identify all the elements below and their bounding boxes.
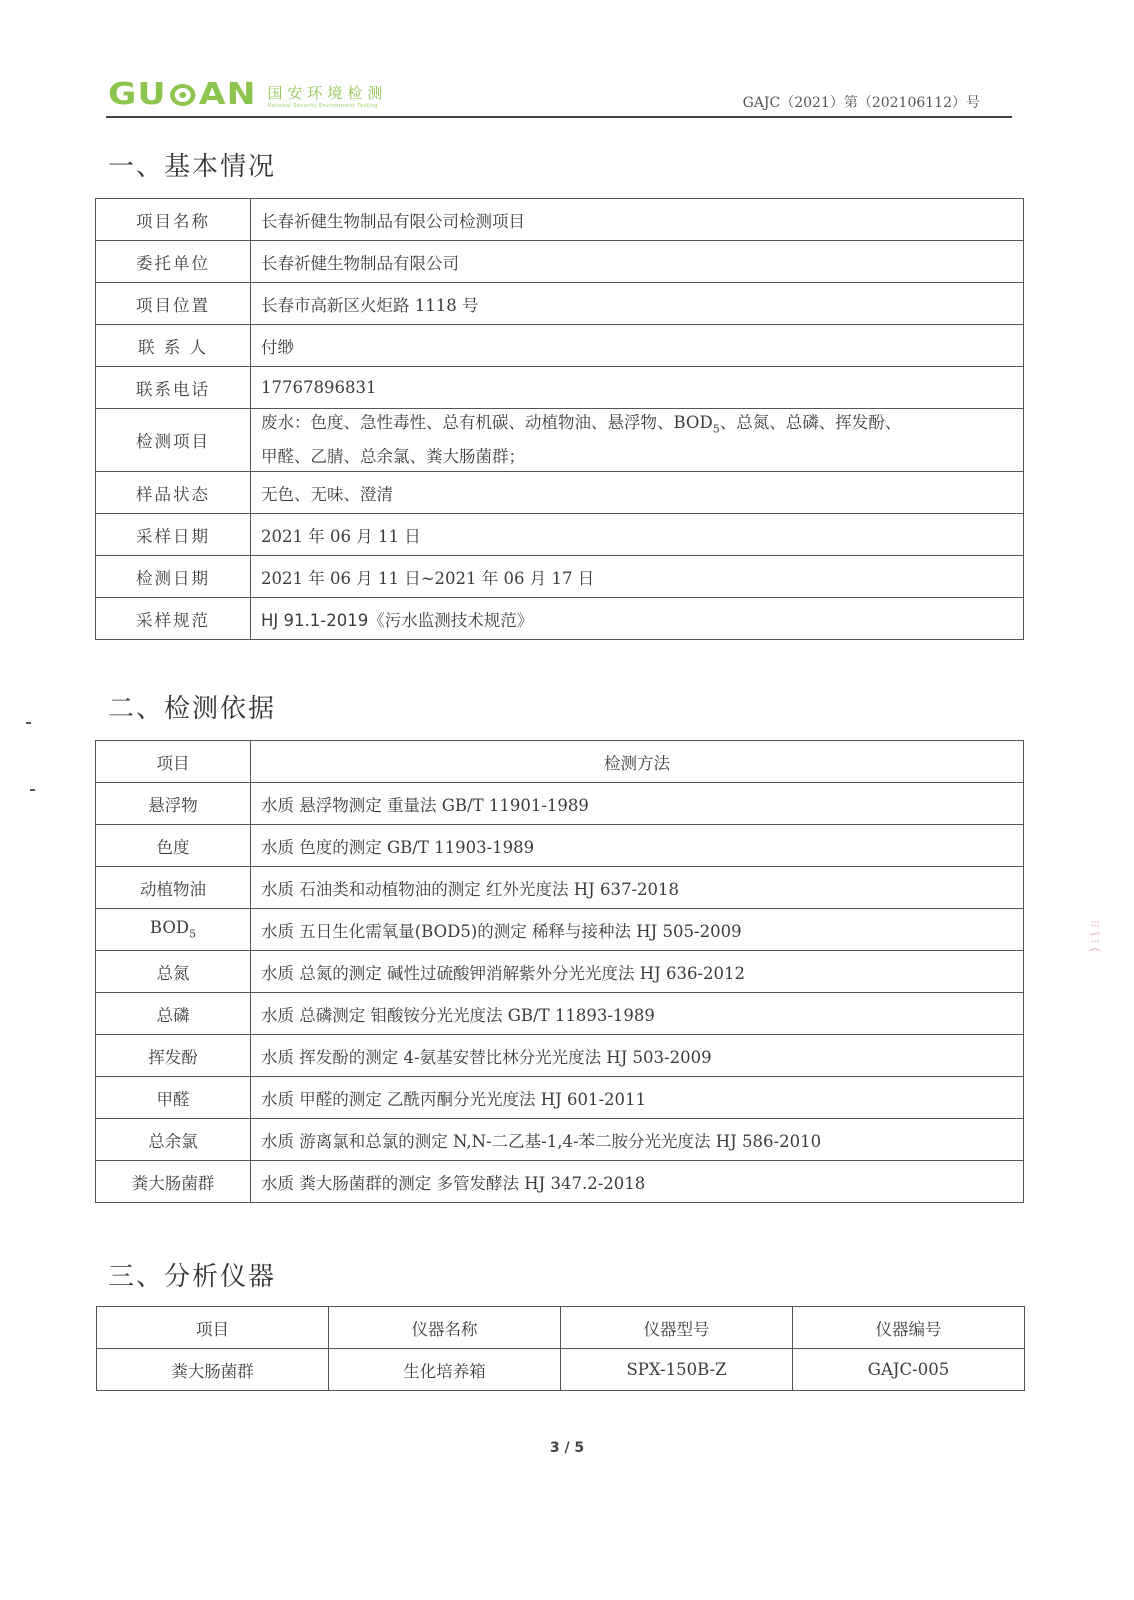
column-header-item: 项目 <box>96 741 251 783</box>
method-cell: 水质 挥发酚的测定 4-氨基安替比林分光光度法 HJ 503-2009 <box>251 1035 1024 1077</box>
page-number: 3 / 5 <box>549 1440 585 1456</box>
table-row <box>96 241 1024 283</box>
row-label: 联系电话 <box>96 367 251 409</box>
table-row <box>96 472 1024 514</box>
column-header-method: 检测方法 <box>251 741 1024 783</box>
row-label: 委托单位 <box>96 241 251 283</box>
method-cell: 水质 甲醛的测定 乙酰丙酮分光光度法 HJ 601-2011 <box>251 1077 1024 1119</box>
instrument-model-cell: SPX-150B-Z <box>561 1349 793 1391</box>
row-value: HJ 91.1-2019《污水监测技术规范》 <box>251 598 1024 640</box>
item-cell: 总余氯 <box>96 1119 251 1161</box>
row-label: 检测项目 <box>96 409 251 472</box>
row-label: 采样日期 <box>96 514 251 556</box>
column-header-item: 项目 <box>97 1307 329 1349</box>
logo-english-name: National Security Environment Testing <box>267 103 378 109</box>
row-value: 长春祈健生物制品有限公司检测项目 <box>251 199 1024 241</box>
item-cell: 悬浮物 <box>96 783 251 825</box>
item-cell: 总氮 <box>96 951 251 993</box>
table-header-row <box>97 1307 1025 1349</box>
column-header-instrument-name: 仪器名称 <box>329 1307 561 1349</box>
logo-mark: GU AN <box>108 77 257 112</box>
table-row <box>96 783 1024 825</box>
table-row <box>96 867 1024 909</box>
method-cell: 水质 色度的测定 GB/T 11903-1989 <box>251 825 1024 867</box>
method-cell: 水质 游离氯和总氯的测定 N,N-二乙基-1,4-苯二胺分光光度法 HJ 586-2010 <box>251 1119 1024 1161</box>
table-row <box>96 283 1024 325</box>
report-number: GAJC（2021）第（202106112）号 <box>742 95 980 111</box>
test-method-table <box>95 740 1024 1203</box>
section-title-test-basis: 二、检测依据 <box>108 694 277 724</box>
table-row <box>96 367 1024 409</box>
table-row <box>97 1349 1025 1391</box>
item-cell: 色度 <box>96 825 251 867</box>
table-row <box>96 951 1024 993</box>
table-row <box>96 909 1024 951</box>
item-cell: 粪大肠菌群 <box>96 1161 251 1203</box>
method-cell: 水质 五日生化需氧量(BOD5)的测定 稀释与接种法 HJ 505-2009 <box>251 909 1024 951</box>
scan-mark <box>30 789 35 791</box>
row-value: 2021 年 06 月 11 日~2021 年 06 月 17 日 <box>251 556 1024 598</box>
item-cell: 动植物油 <box>96 867 251 909</box>
row-value: 长春祈健生物制品有限公司 <box>251 241 1024 283</box>
table-header-row <box>96 741 1024 783</box>
table-row <box>96 199 1024 241</box>
section-title-basic-info: 一、基本情况 <box>108 152 277 182</box>
page-header <box>106 78 1012 118</box>
method-cell: 水质 总氮的测定 碱性过硫酸钾消解紫外分光光度法 HJ 636-2012 <box>251 951 1024 993</box>
row-label: 样品状态 <box>96 472 251 514</box>
row-value: 2021 年 06 月 11 日 <box>251 514 1024 556</box>
row-label: 联 系 人 <box>96 325 251 367</box>
seal-stamp-fragment: ⁝⁞ ⟆ ⁝ ⟨ <box>1088 920 1102 952</box>
row-label: 项目名称 <box>96 199 251 241</box>
company-logo <box>108 77 388 112</box>
instrument-number-cell: GAJC-005 <box>793 1349 1025 1391</box>
table-row <box>96 325 1024 367</box>
table-row <box>96 993 1024 1035</box>
table-row <box>96 1035 1024 1077</box>
item-cell: 粪大肠菌群 <box>97 1349 329 1391</box>
table-row <box>96 1161 1024 1203</box>
instrument-name-cell: 生化培养箱 <box>329 1349 561 1391</box>
table-row <box>96 1119 1024 1161</box>
row-value: 付缈 <box>251 325 1024 367</box>
logo-chinese-name: 国安环境检测 <box>267 84 388 102</box>
row-value: 长春市高新区火炬路 1118 号 <box>251 283 1024 325</box>
globe-magnifier-icon <box>170 84 195 106</box>
row-value: 17767896831 <box>251 367 1024 409</box>
table-row <box>96 825 1024 867</box>
item-cell: 甲醛 <box>96 1077 251 1119</box>
item-cell: $BOD_5$ <box>96 909 251 951</box>
row-label: 采样规范 <box>96 598 251 640</box>
item-cell: 挥发酚 <box>96 1035 251 1077</box>
row-label: 检测日期 <box>96 556 251 598</box>
table-row <box>96 514 1024 556</box>
row-value: 废水：色度、急性毒性、总有机碳、动植物油、悬浮物、$BOD_5$、总氮、总磷、挥发酚、 甲醛、乙腈、总余氯、粪大肠菌群； <box>251 409 1024 472</box>
table-row <box>96 1077 1024 1119</box>
basic-info-table <box>95 198 1024 640</box>
column-header-instrument-number: 仪器编号 <box>793 1307 1025 1349</box>
instrument-table <box>96 1306 1025 1391</box>
scan-mark <box>26 722 31 724</box>
method-cell: 水质 悬浮物测定 重量法 GB/T 11901-1989 <box>251 783 1024 825</box>
table-row <box>96 556 1024 598</box>
row-value: 无色、无味、澄清 <box>251 472 1024 514</box>
section-title-instruments: 三、分析仪器 <box>108 1262 277 1292</box>
item-cell: 总磷 <box>96 993 251 1035</box>
column-header-instrument-model: 仪器型号 <box>561 1307 793 1349</box>
row-label: 项目位置 <box>96 283 251 325</box>
method-cell: 水质 粪大肠菌群的测定 多管发酵法 HJ 347.2-2018 <box>251 1161 1024 1203</box>
method-cell: 水质 总磷测定 钼酸铵分光光度法 GB/T 11893-1989 <box>251 993 1024 1035</box>
table-row <box>96 409 1024 472</box>
table-row <box>96 598 1024 640</box>
method-cell: 水质 石油类和动植物油的测定 红外光度法 HJ 637-2018 <box>251 867 1024 909</box>
